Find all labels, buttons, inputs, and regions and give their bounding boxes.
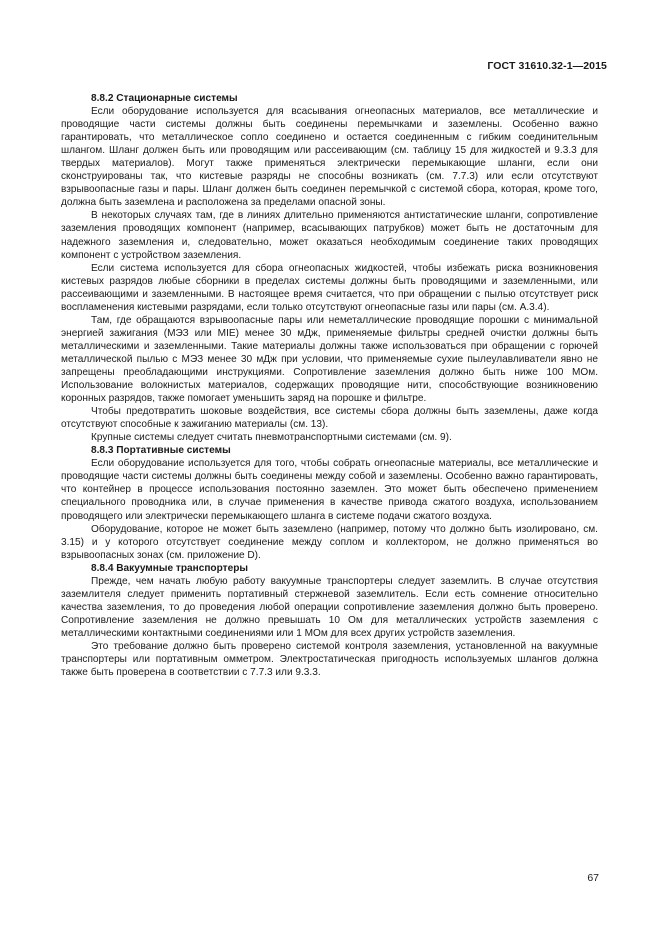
paragraph: Если система используется для сбора огнеопасных жидкостей, чтобы избежать риска возникновения кистевых разрядов любые сборники в пределах системы должны быть проводящими и заземленными, или рассеивающими и заземленными. В настоящее время считается, что при обращении с пылью отсутствует риск воспламенения кистевыми разрядами, если только отсутствуют огнеопасные газы или пары (см. А.3.4). xyxy=(61,262,598,313)
paragraph: В некоторых случаях там, где в линиях длительно применяются антистатические шланги, сопротивление заземления проводящих компонент (например, всасывающих патрубков) может быть не достаточным для надежного заземления и, следовательно, может оказаться необходимым соединение таких проводящих компонент с устройством заземления. xyxy=(61,210,598,261)
paragraph: Если оборудование используется для того, чтобы собрать огнеопасные материалы, все металлические и проводящие части системы должны быть соединены между собой и заземлены. Особенно важно гарантировать, что контейнер в процессе использования постоянно заземлен. Это может быть обеспечено применением специального проводника или, в случае применения в качестве привода сжатого воздуха, использованием проводящего или электрически перемыкающего шланга в системе подачи сжатого воздуха. xyxy=(61,458,598,522)
document-number: ГОСТ 31610.32-1—2015 xyxy=(487,60,607,72)
paragraph: Чтобы предотвратить шоковые воздействия, все системы сбора должны быть заземлены, даже когда отсутствуют способные к зажиганию материалы (см. 13). xyxy=(61,406,598,431)
section-heading-8-8-3: 8.8.3 Портативные системы xyxy=(91,445,231,457)
paragraph: Если оборудование используется для всасывания огнеопасных материалов, все металлические и проводящие части системы должны быть соединены перемычками и заземлены. Особенно важно гарантировать, что металлическое сопло соединено и остается соединенным с гибким соединительным шлангом. Шланг должен быть или проводящим или рассеивающим (см. таблицу 15 для жидкостей и 9.3.3 для твердых материалов). Могут также применяться электрически перемыкающие шланги, если они сконструированы так, что кистевые разряды не способны возникать (см. 7.7.3) или если отсутствуют взрывоопасные газы и пары. Шланг должен быть соединен перемычкой с системой сбора, которая, кроме того, должна быть заземлена и расположена за пределами опасной зоны. xyxy=(61,106,598,209)
paragraph: Там, где обращаются взрывоопасные пары или неметаллические проводящие порошки с минимальной энергией зажигания (МЭЗ или MIE) менее 30 мДж, применяемые фильтры средней очистки должны быть металлическими и заземленными. Такие материалы должны также использоваться при обращении с горючей металлической пылью с МЭЗ менее 30 мДж при условии, что применяемые сухие пылеулавливатели явно не запрещены преобладающими инструкциями. Сопротивление заземления должно быть ниже 100 МОм. Использование волокнистых материалов, содержащих проводящие нити, способствующие возникновению коронных разрядов, также помогает уменьшить заряд на порошке и фильтре. xyxy=(61,314,598,405)
section-heading-8-8-2: 8.8.2 Стационарные системы xyxy=(91,93,238,104)
paragraph: Оборудование, которое не может быть заземлено (например, потому что должно быть изолировано, см. 3.15) и у которого отсутствует соединение между соплом и коллектором, не должно применяться во взрывоопасных зонах (см. приложение D). xyxy=(61,523,598,561)
document-body xyxy=(61,92,598,679)
paragraph: Крупные системы следует считать пневмотранспортными системами (см. 9). xyxy=(91,432,452,444)
paragraph: Это требование должно быть проверено системой контроля заземления, установленной на вакуумные транспортеры или портативным омметром. Электростатическая пригодность используемых шлангов должна также быть проверена в соответствии с 7.7.3 или 9.3.3. xyxy=(61,640,598,679)
page-number: 67 xyxy=(587,872,599,884)
paragraph: Прежде, чем начать любую работу вакуумные транспортеры следует заземлить. В случае отсутствия заземлителя следует применить портативный стержневой заземлитель. Если есть сомнение относительно качества заземления, то до проведения любой операции сопротивление заземления должно быть проверено. Сопротивление заземления не должно превышать 10 Ом для металлических устройств заземления с металлическими контактными соединениями или 1 МОм для всех других устройств заземления. xyxy=(61,575,598,639)
section-heading-8-8-4: 8.8.4 Вакуумные транспортеры xyxy=(91,562,248,574)
